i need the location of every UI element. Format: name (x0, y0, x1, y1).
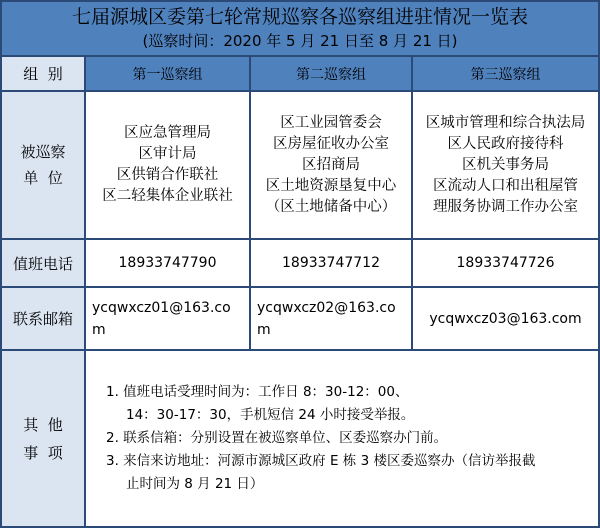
group-header-3: 第三巡察组 (413, 57, 600, 92)
units-group-2 (251, 92, 413, 240)
unit-item: 区流动人口和出租屋管 (433, 177, 578, 194)
unit-item: 区招商局 (302, 156, 360, 173)
phone-group-3: 18933747726 (413, 240, 600, 288)
unit-item: 区人民政府接待科 (447, 135, 564, 152)
note-item: 2. 联系信箱：分别设置在被巡察单位、区委巡察办门前。 (106, 430, 448, 446)
email-group-1: ycqwxcz01@163.com (86, 288, 251, 351)
unit-label-cell: 被巡察 单 位 (0, 92, 86, 240)
page-subtitle: (巡察时间：2020 年 5 月 21 日至 8 月 21 日) (142, 32, 458, 50)
unit-item: 区应急管理局 (124, 125, 211, 141)
unit-item: 区供销合作联社 (116, 167, 219, 183)
email-group-3: ycqwxcz03@163.com (413, 288, 600, 351)
units-group-3 (413, 92, 600, 240)
group-header-2: 第二巡察组 (251, 57, 413, 92)
unit-item: 区机关事务局 (462, 156, 549, 173)
unit-item: 区土地资源垦复中心 (265, 177, 397, 194)
unit-item: 区工业园管委会 (280, 114, 382, 131)
unit-item: 区二轻集体企业联社 (102, 188, 233, 204)
group-header-1: 第一巡察组 (86, 57, 251, 92)
unit-item: 区城市管理和综合执法局 (425, 114, 586, 131)
title-cell (0, 0, 600, 57)
unit-item: 区审计局 (138, 146, 197, 162)
note-item: 3. 来信来访地址：河源市源城区政府 E 栋 3 楼区委巡察办（信访举报截 (106, 453, 536, 469)
email-group-2: ycqwxcz02@163.com (251, 288, 413, 351)
phone-group-1: 18933747790 (86, 240, 251, 288)
note-item: 14：30-17：30，手机短信 24 小时接受举报。 (126, 407, 415, 423)
notes-cell (86, 351, 600, 528)
email-label-cell: 联系邮箱 (0, 288, 86, 351)
note-item: 1. 值班电话受理时间为：工作日 8：30-12：00、 (106, 384, 409, 400)
units-group-1 (86, 92, 251, 240)
group-label-cell: 组 别 (0, 57, 86, 92)
notes-list (106, 381, 535, 496)
note-item: 止时间为 8 月 21 日） (126, 476, 264, 492)
page-title: 七届源城区委第七轮常规巡察各巡察组进驻情况一览表 (71, 6, 528, 28)
unit-item: 理服务协调工作办公室 (433, 198, 578, 215)
unit-item: （区土地储备中心） (265, 198, 397, 215)
unit-item: 区房屋征收办公室 (273, 135, 389, 152)
phone-group-2: 18933747712 (251, 240, 413, 288)
phone-label-cell: 值班电话 (0, 240, 86, 288)
notes-label-cell: 其 他 事 项 (0, 351, 86, 528)
